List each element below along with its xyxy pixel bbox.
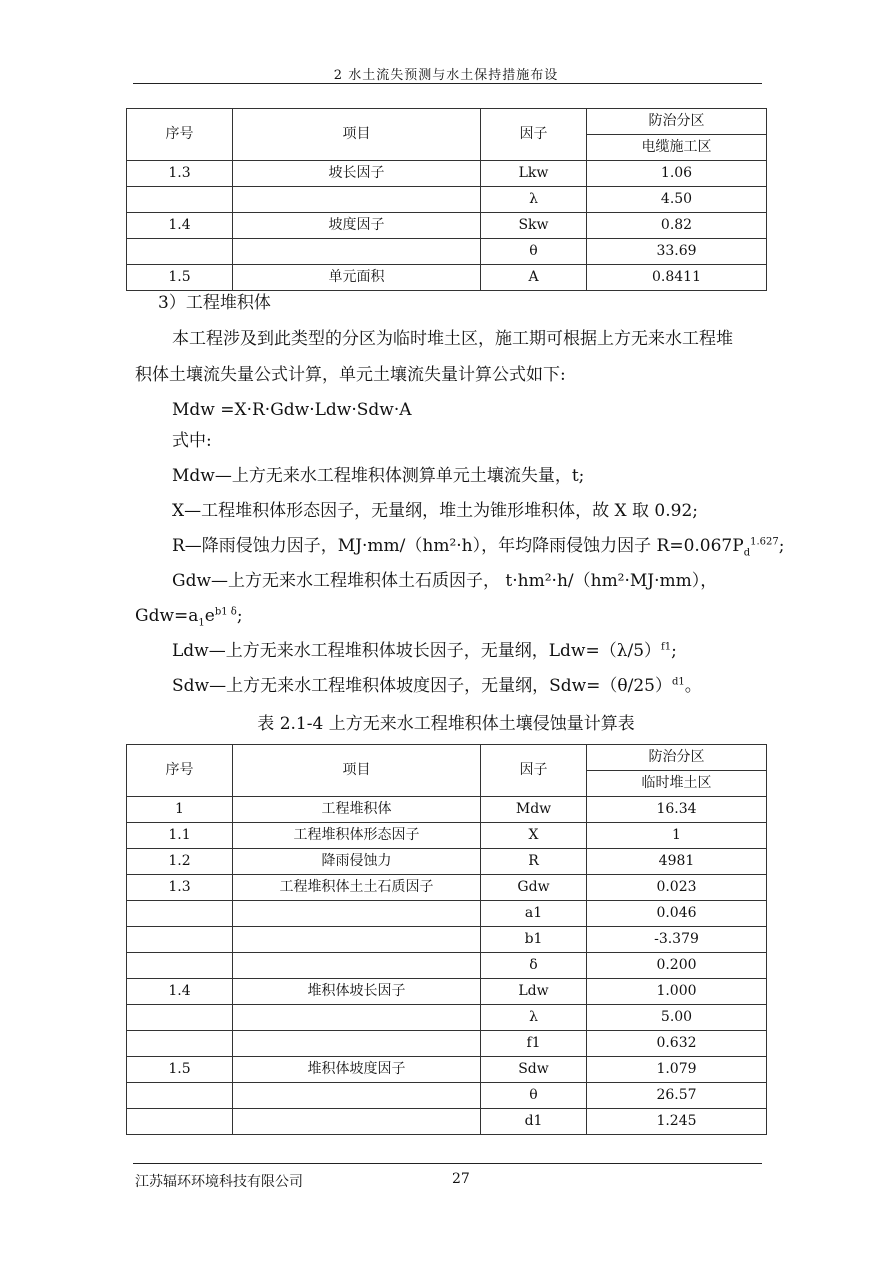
col-header-no: 序号 <box>127 109 233 161</box>
cell-factor: Sdw <box>481 1057 587 1083</box>
cell-item: 降雨侵蚀力 <box>233 849 481 875</box>
cell-value: 0.046 <box>587 901 767 927</box>
cell-no: 1.3 <box>127 875 233 901</box>
paragraph-line: 积体土壤流失量公式计算，单元土壤流失量计算公式如下: <box>135 365 566 385</box>
cell-factor: Mdw <box>481 797 587 823</box>
table-row <box>127 1083 767 1109</box>
col-header-zone: 电缆施工区 <box>587 135 767 161</box>
col-header-factor: 因子 <box>481 109 587 161</box>
cell-no <box>127 901 233 927</box>
col-header-zone-group: 防治分区 <box>587 745 767 771</box>
col-header-no: 序号 <box>127 745 233 797</box>
cell-value: 1 <box>587 823 767 849</box>
table-row <box>127 161 767 187</box>
cell-factor: a1 <box>481 901 587 927</box>
cell-item: 坡度因子 <box>233 213 481 239</box>
cell-factor: θ <box>481 239 587 265</box>
cell-value: 0.632 <box>587 1031 767 1057</box>
table-caption: 表 2.1-4 上方无来水工程堆积体土壤侵蚀量计算表 <box>257 714 635 734</box>
gdw-formula-base: Gdw=a <box>135 606 199 626</box>
definition-gdw-line2 <box>135 605 243 627</box>
cell-no: 1.5 <box>127 1057 233 1083</box>
cell-no <box>127 187 233 213</box>
cell-factor: X <box>481 823 587 849</box>
table-cable-construction <box>126 108 767 291</box>
cell-no: 1.2 <box>127 849 233 875</box>
cell-item <box>233 1005 481 1031</box>
cell-no <box>127 953 233 979</box>
cell-item <box>233 187 481 213</box>
table-row <box>127 927 767 953</box>
definition-sdw-end: 。 <box>684 676 702 696</box>
definition-sdw-superscript: d1 <box>672 676 685 688</box>
table-row <box>127 213 767 239</box>
paragraph-line: 本工程涉及到此类型的分区为临时堆土区，施工期可根据上方无来水工程堆 <box>172 329 733 349</box>
cell-item: 坡长因子 <box>233 161 481 187</box>
cell-factor: d1 <box>481 1109 587 1135</box>
cell-factor: A <box>481 265 587 291</box>
table-row <box>127 979 767 1005</box>
cell-value: 4.50 <box>587 187 767 213</box>
cell-no: 1.1 <box>127 823 233 849</box>
cell-factor: Ldw <box>481 979 587 1005</box>
where-label: 式中: <box>172 431 212 451</box>
cell-value: 1.079 <box>587 1057 767 1083</box>
cell-factor: δ <box>481 953 587 979</box>
cell-no <box>127 1109 233 1135</box>
table1-header-row <box>127 109 767 135</box>
cell-value: 0.200 <box>587 953 767 979</box>
cell-value: 0.023 <box>587 875 767 901</box>
table-row <box>127 187 767 213</box>
definition-sdw-text: Sdw—上方无来水工程堆积体坡度因子，无量纲，Sdw=（θ/25） <box>172 676 672 696</box>
definition-r <box>172 535 784 557</box>
definition-r-subscript: d <box>743 547 751 559</box>
cell-item: 堆积体坡长因子 <box>233 979 481 1005</box>
footer-rule <box>133 1163 762 1164</box>
definition-ldw-end: ; <box>671 641 677 661</box>
definition-r-superscript: 1.627 <box>750 536 779 548</box>
cell-item <box>233 1083 481 1109</box>
cell-no: 1.3 <box>127 161 233 187</box>
definition-ldw <box>172 640 677 662</box>
col-header-zone-group: 防治分区 <box>587 109 767 135</box>
cell-no: 1.4 <box>127 979 233 1005</box>
cell-item <box>233 1109 481 1135</box>
cell-factor: λ <box>481 187 587 213</box>
table-row <box>127 875 767 901</box>
cell-factor: θ <box>481 1083 587 1109</box>
cell-no: 1.5 <box>127 265 233 291</box>
cell-value: 16.34 <box>587 797 767 823</box>
cell-no <box>127 1005 233 1031</box>
table-row <box>127 1057 767 1083</box>
table-row <box>127 797 767 823</box>
cell-item <box>233 239 481 265</box>
cell-value: 4981 <box>587 849 767 875</box>
cell-item: 工程堆积体土土石质因子 <box>233 875 481 901</box>
cell-item: 单元面积 <box>233 265 481 291</box>
cell-no <box>127 927 233 953</box>
section-heading: 3）工程堆积体 <box>158 293 271 313</box>
table-row <box>127 1109 767 1135</box>
cell-no <box>127 239 233 265</box>
table-row <box>127 1031 767 1057</box>
cell-item <box>233 1031 481 1057</box>
cell-value: 26.57 <box>587 1083 767 1109</box>
cell-value: -3.379 <box>587 927 767 953</box>
cell-item: 堆积体坡度因子 <box>233 1057 481 1083</box>
page-number: 27 <box>452 1171 470 1187</box>
table2-body <box>127 745 767 1135</box>
col-header-item: 项目 <box>233 745 481 797</box>
page-header-title: 2 水土流失预测与水土保持措施布设 <box>333 68 559 83</box>
cell-factor: Skw <box>481 213 587 239</box>
table-row <box>127 265 767 291</box>
definition-r-text: R—降雨侵蚀力因子，MJ·mm/（hm²·h），年均降雨侵蚀力因子 R=0.067P <box>172 536 744 556</box>
table-row <box>127 849 767 875</box>
cell-factor: λ <box>481 1005 587 1031</box>
cell-value: 0.8411 <box>587 265 767 291</box>
table-row <box>127 953 767 979</box>
cell-no: 1.4 <box>127 213 233 239</box>
col-header-item: 项目 <box>233 109 481 161</box>
table-row <box>127 901 767 927</box>
cell-value: 33.69 <box>587 239 767 265</box>
gdw-formula-superscript: b1 δ <box>214 606 237 618</box>
definition-sdw <box>172 675 702 697</box>
formula: Mdw =X·R·Gdw·Ldw·Sdw·A <box>172 400 412 420</box>
table-row <box>127 823 767 849</box>
footer-company: 江苏辐环环境科技有限公司 <box>135 1174 303 1190</box>
definition-ldw-superscript: f1 <box>661 641 672 653</box>
cell-factor: R <box>481 849 587 875</box>
gdw-formula-end: ; <box>236 606 243 626</box>
cell-item: 工程堆积体形态因子 <box>233 823 481 849</box>
cell-no <box>127 1031 233 1057</box>
cell-item <box>233 901 481 927</box>
definition-r-end: ; <box>778 536 785 556</box>
cell-item: 工程堆积体 <box>233 797 481 823</box>
cell-value: 1.245 <box>587 1109 767 1135</box>
col-header-factor: 因子 <box>481 745 587 797</box>
gdw-formula-e: e <box>204 606 215 626</box>
cell-no <box>127 1083 233 1109</box>
table2-header-row <box>127 745 767 771</box>
table-temporary-soil-pile <box>126 744 767 1135</box>
cell-factor: Lkw <box>481 161 587 187</box>
cell-factor: f1 <box>481 1031 587 1057</box>
definition-gdw-line1: Gdw—上方无来水工程堆积体土石质因子， t·hm²·h/（hm²·MJ·mm）， <box>172 571 718 591</box>
table-row <box>127 1005 767 1031</box>
cell-factor: Gdw <box>481 875 587 901</box>
table-row <box>127 239 767 265</box>
cell-value: 0.82 <box>587 213 767 239</box>
col-header-zone: 临时堆土区 <box>587 771 767 797</box>
definition-x: X—工程堆积体形态因子，无量纲，堆土为锥形堆积体，故 X 取 0.92; <box>172 501 698 521</box>
cell-value: 1.000 <box>587 979 767 1005</box>
definition-ldw-text: Ldw—上方无来水工程堆积体坡长因子，无量纲，Ldw=（λ/5） <box>172 641 662 661</box>
cell-value: 1.06 <box>587 161 767 187</box>
definition-mdw: Mdw—上方无来水工程堆积体测算单元土壤流失量，t; <box>172 466 585 486</box>
table1-body <box>127 109 767 291</box>
cell-no: 1 <box>127 797 233 823</box>
cell-item <box>233 927 481 953</box>
gdw-formula-subscript: 1 <box>198 617 205 629</box>
cell-factor: b1 <box>481 927 587 953</box>
cell-item <box>233 953 481 979</box>
header-rule <box>133 83 762 84</box>
cell-value: 5.00 <box>587 1005 767 1031</box>
